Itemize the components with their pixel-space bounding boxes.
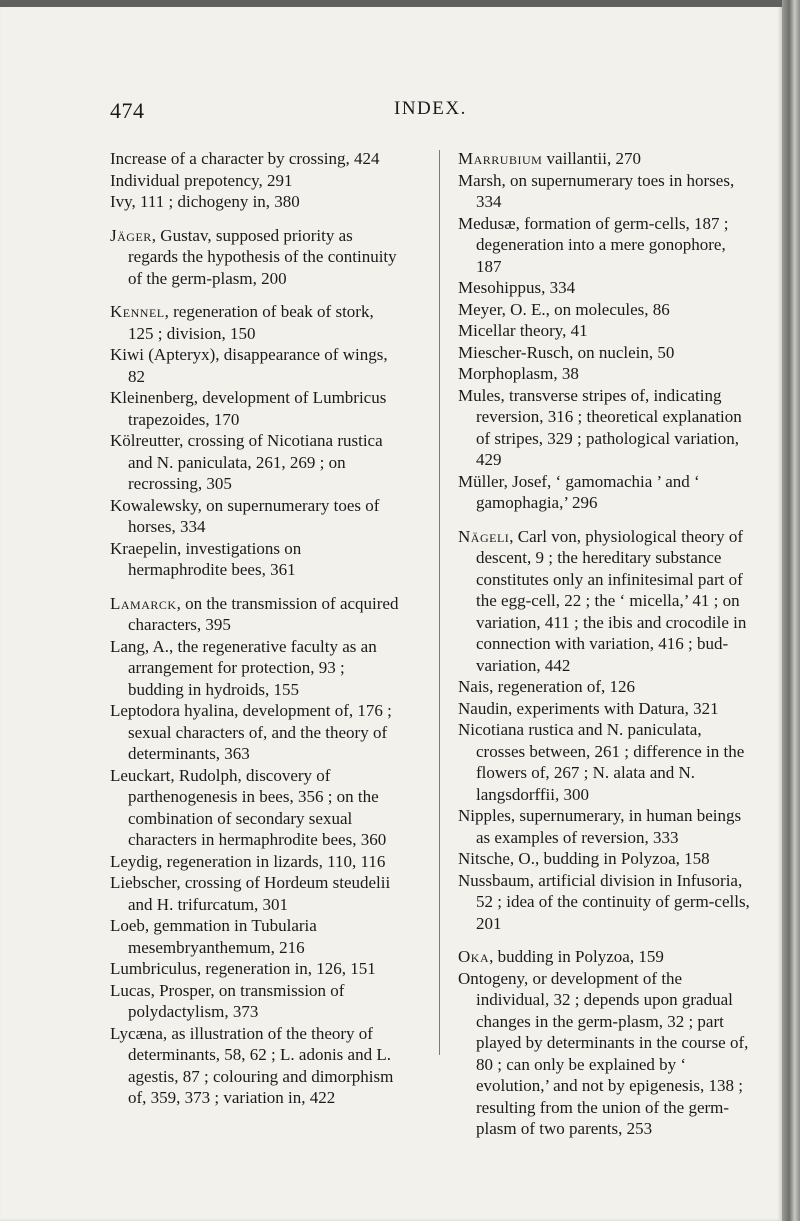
index-entry-heading: Mules, transverse stripes of, indicating reversion, 316 ; theoretical explanation of stripes, 329 ; pathological variation, 429 <box>458 385 742 469</box>
index-entry <box>110 301 402 344</box>
index-entry-heading: Liebscher, crossing of Hordeum steudelii and H. trifurcatum, 301 <box>110 873 391 914</box>
index-entry <box>110 1023 402 1109</box>
index-entry <box>458 342 750 364</box>
index-entry-heading: Marsh, on supernumerary toes in horses, 334 <box>458 170 735 211</box>
index-entry-heading: Nipples, supernumerary, in human beings as examples of reversion, 333 <box>458 806 742 847</box>
index-entry-heading: Leuckart, Rudolph, discovery of parthenogenesis in bees, 356 ; on the combination of secondary sexual characters in hermaphrodite bees, 360 <box>110 765 387 849</box>
index-entry <box>458 170 750 213</box>
index-entry <box>458 148 750 170</box>
index-entry <box>458 946 750 968</box>
index-entry <box>110 851 402 873</box>
index-entry-heading: Lumbriculus, regeneration in, 126, 151 <box>110 959 376 978</box>
index-entry <box>458 213 750 278</box>
index-entry-text: , Carl von, physiological theory of descent, 9 ; the hereditary substance constitutes only an infinitesimal part of the egg-cell, 22 ; the ‘ micella,’ 41 ; on variation, 411 ; the ibis and crocodile in connection with variation, 416 ; bud-variation, 442 <box>476 526 747 675</box>
index-entry <box>110 225 402 290</box>
index-entry <box>110 344 402 387</box>
index-entry-heading: Leptodora hyalina, development of, 176 ; sexual characters of, and the theory of determinants, 363 <box>110 701 392 763</box>
index-entry <box>458 719 750 805</box>
index-entry-heading: Ivy, 111 ; dichogeny in, 380 <box>110 192 300 211</box>
index-entry-text: 424 <box>349 149 380 168</box>
index-entry <box>110 958 402 980</box>
index-entry <box>110 980 402 1023</box>
index-entry-heading: Kennel <box>110 302 165 321</box>
index-entry <box>458 676 750 698</box>
index-entry <box>110 191 402 213</box>
index-entry-text: , Gustav, supposed priority as regards the hypothesis of the continuity of the germ-plasm, 200 <box>128 225 397 288</box>
index-entry-heading: Morphoplasm, 38 <box>458 364 579 383</box>
index-entry-heading: Ontogeny, or development of the individual, 32 ; depends upon gradual changes in the germ-plasm, 32 ; part played by determinants in the course of, 80 ; can only be explained by ‘ evolution,’ and not by epigenesis, 138 ; resulting from the union of the germ-plasm of two parents, 253 <box>458 968 749 1138</box>
index-entry-heading: Meyer, O. E., on molecules, 86 <box>458 299 670 319</box>
index-entry <box>110 872 402 915</box>
index-entry <box>458 363 750 385</box>
index-entry-heading: Kleinenberg, development of Lumbricus trapezoides, 170 <box>110 388 387 429</box>
running-title: INDEX. <box>394 98 467 119</box>
index-entry-heading: Miescher-Rusch, on nuclein, 50 <box>458 342 675 362</box>
index-entry-heading: Loeb, gemmation in Tubularia mesembryanthemum, 216 <box>110 916 317 957</box>
index-entry-heading: Lamarck <box>110 593 177 613</box>
index-entry <box>458 299 750 321</box>
index-entry <box>110 495 402 538</box>
column-divider <box>439 150 440 1055</box>
index-entry-heading: Naudin, experiments with Datura, 321 <box>458 698 719 718</box>
index-entry <box>110 593 402 636</box>
index-entry <box>458 805 750 848</box>
index-entry-heading: Nägeli <box>458 526 510 546</box>
index-entry-text: , regeneration of beak of stork, 125 ; division, 150 <box>128 302 374 343</box>
index-entry-heading: Kowalewsky, on supernumerary toes of horses, 334 <box>110 495 380 536</box>
page-header <box>110 98 750 128</box>
index-entry-heading: Increase of a character by crossing, <box>110 149 350 168</box>
index-entry-heading: Kiwi (Apteryx), disappearance of wings, 82 <box>110 345 388 386</box>
index-entry-heading: Lang, A., the regenerative faculty as an arrangement for protection, 93 ; budding in hydroids, 155 <box>110 636 377 699</box>
index-entry-heading: Oka <box>458 947 490 966</box>
index-entry <box>110 387 402 430</box>
index-column-left <box>110 148 402 1109</box>
index-entry-heading: Micellar theory, 41 <box>458 321 588 340</box>
index-entry-text: , budding in Polyzoa, 159 <box>489 947 664 966</box>
index-entry-heading: Nicotiana rustica and N. paniculata, crosses between, 261 ; difference in the flowers of, 267 ; N. alata and N. langsdorffii, 300 <box>458 720 745 804</box>
index-entry <box>110 170 402 192</box>
index-entry <box>458 526 750 677</box>
index-entry-heading: Marrubium <box>458 149 543 168</box>
index-entry <box>110 148 402 170</box>
index-entry <box>458 698 750 720</box>
index-entry-heading: Individual prepotency, 291 <box>110 170 293 190</box>
index-entry <box>458 968 750 1140</box>
index-entry <box>458 277 750 299</box>
index-entry <box>110 700 402 765</box>
index-entry-heading: Nais, regeneration of, 126 <box>458 677 636 696</box>
index-column-right <box>458 148 750 1140</box>
index-entry-text: vaillantii, 270 <box>542 149 641 168</box>
index-entry-heading: Lycæna, as illustration of the theory of determinants, 58, 62 ; L. adonis and L. agestis, 87 ; colouring and dimorphism of, 359, 373 ; variation in, 422 <box>110 1023 394 1107</box>
page-number: 474 <box>110 98 145 123</box>
index-entry-heading: Lucas, Prosper, on transmission of polydactylism, 373 <box>110 980 345 1021</box>
index-entry-heading: Kölreutter, crossing of Nicotiana rustica and N. paniculata, 261, 269 ; on recrossing, 305 <box>110 431 383 493</box>
index-entry-heading: Nussbaum, artificial division in Infusoria, 52 ; idea of the continuity of germ-cells, 201 <box>458 870 750 933</box>
index-entry <box>458 385 750 471</box>
index-entry-heading: Medusæ, formation of germ-cells, 187 ; degeneration into a mere gonophore, 187 <box>458 213 729 276</box>
index-entry-heading: Jäger <box>110 225 152 245</box>
index-entry-heading: Leydig, regeneration in lizards, 110, 116 <box>110 851 386 871</box>
index-entry-heading: Müller, Josef, ‘ gamomachia ’ and ‘ gamophagia,’ 296 <box>458 471 700 512</box>
index-entry <box>110 538 402 581</box>
index-entry <box>110 430 402 495</box>
index-entry-heading: Mesohippus, 334 <box>458 278 576 297</box>
index-entry <box>458 320 750 342</box>
book-binding-edge <box>782 0 800 1221</box>
index-entry-heading: Nitsche, O., budding in Polyzoa, 158 <box>458 849 710 868</box>
index-entry <box>110 636 402 701</box>
index-entry-heading: Kraepelin, investigations on hermaphrodite bees, 361 <box>110 538 302 579</box>
scan-top-edge <box>0 0 782 7</box>
index-entry <box>110 915 402 958</box>
index-entry <box>110 765 402 851</box>
index-entry-text: , on the transmission of acquired characters, 395 <box>128 593 399 634</box>
index-entry <box>458 471 750 514</box>
index-entry <box>458 848 750 870</box>
index-entry <box>458 870 750 935</box>
